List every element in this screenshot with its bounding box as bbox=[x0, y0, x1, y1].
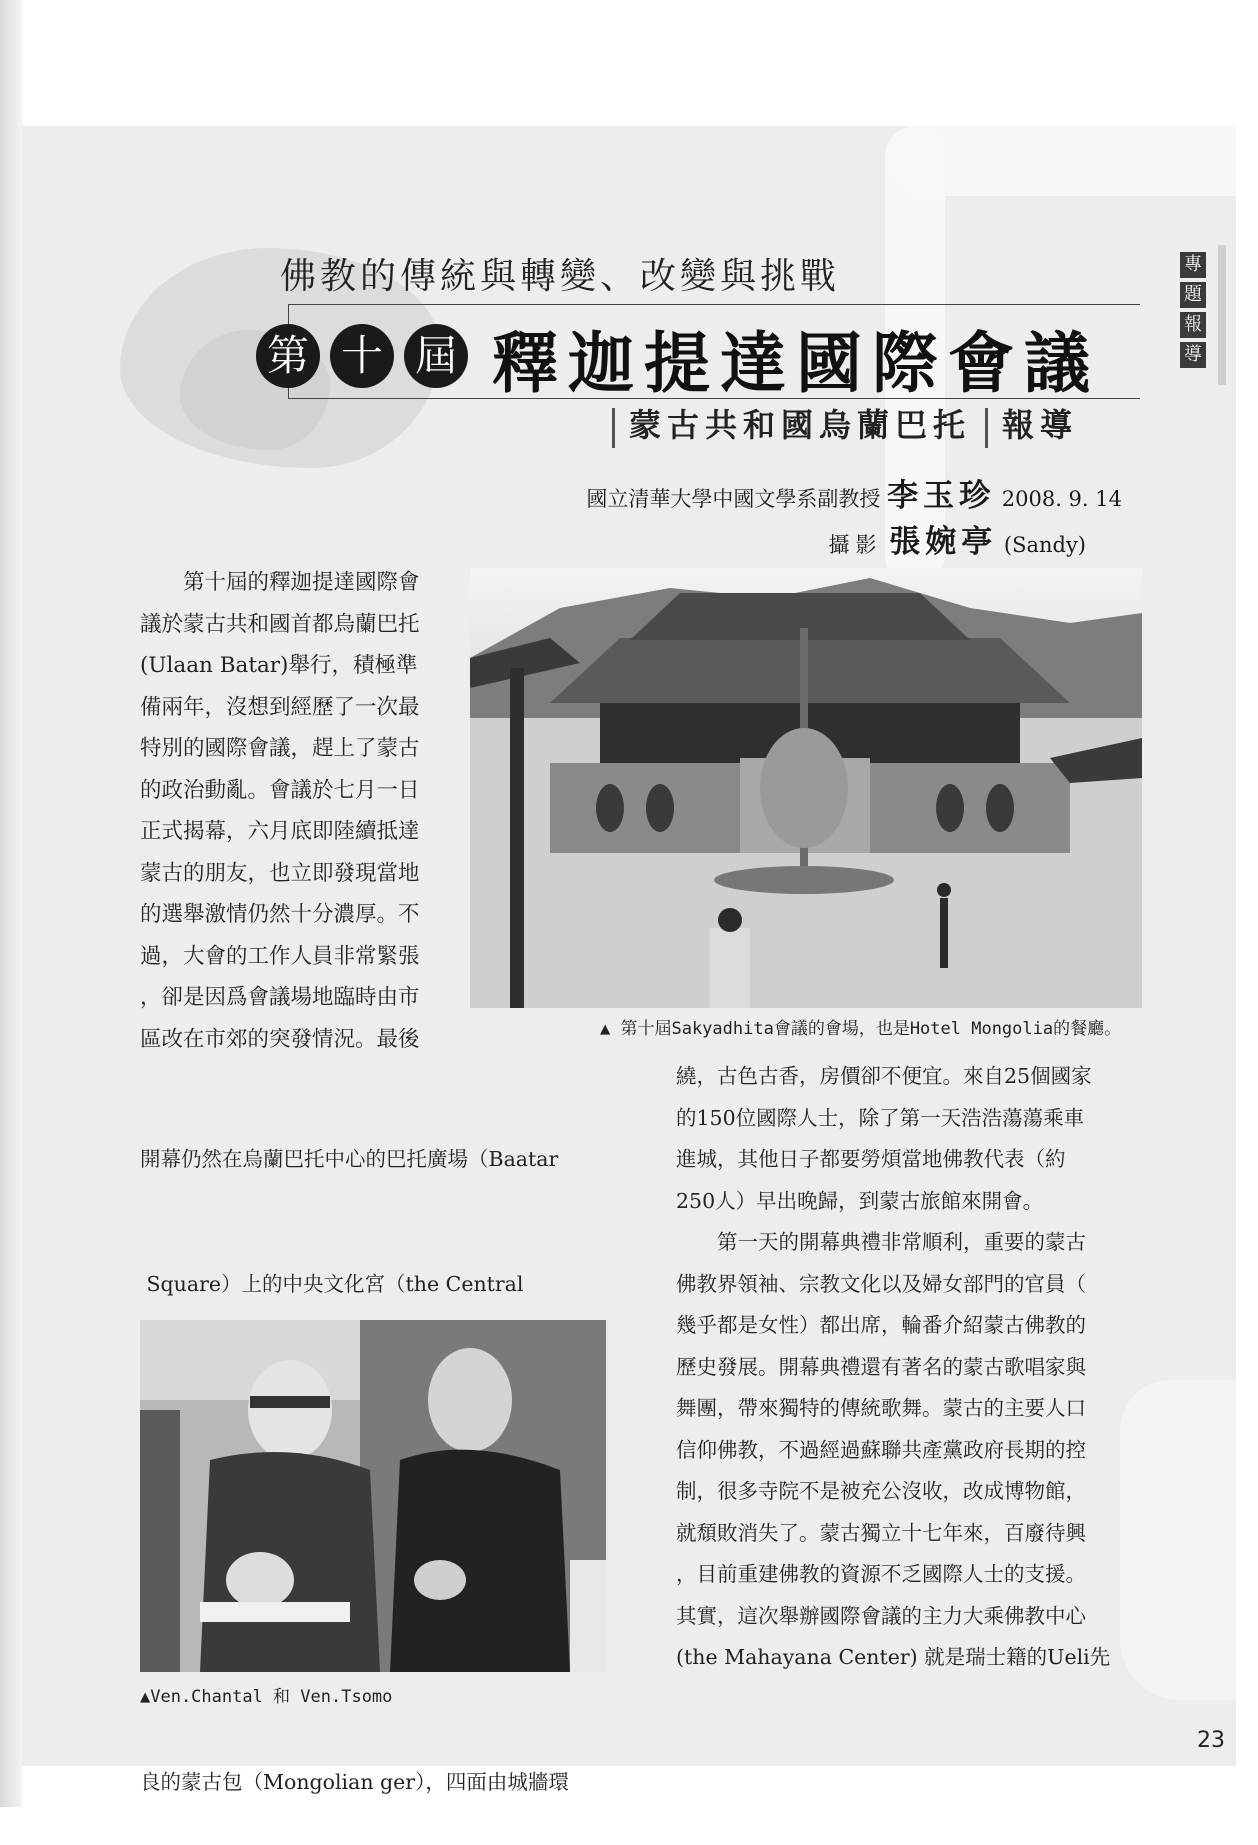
article-date: 2008. 9. 14 bbox=[1001, 487, 1122, 511]
text-line: 良的蒙古包（Mongolian ger），四面由城牆環 bbox=[140, 1769, 569, 1794]
photo1-caption: ▲ 第十屆Sakyadhita會議的會場，也是Hotel Mongolia的餐廳。 bbox=[600, 1019, 1122, 1039]
text-line: 第一天的開幕典禮非常順利，重要的蒙古 bbox=[717, 1230, 1086, 1254]
text-line: 正式揭幕，六月底即陸續抵達 bbox=[140, 819, 420, 844]
text-line: 特別的國際會議，趕上了蒙古 bbox=[140, 736, 420, 761]
text-line: 舞團，帶來獨特的傳統歌舞。蒙古的主要人口 bbox=[676, 1396, 1086, 1420]
page-number: 23 bbox=[1197, 1728, 1225, 1753]
section-tab-char: 報 bbox=[1180, 312, 1206, 338]
author-byline bbox=[586, 470, 1122, 515]
section-tab-char: 專 bbox=[1180, 252, 1206, 278]
article-column-1-top bbox=[140, 562, 460, 1060]
page-left-edge bbox=[0, 0, 22, 1807]
section-tab-char: 導 bbox=[1180, 342, 1206, 368]
text-line: ，卻是因爲會議場地臨時由市 bbox=[140, 985, 420, 1010]
photo2-caption: ▲Ven.Chantal 和 Ven.Tsomo bbox=[140, 1687, 393, 1707]
venue-illustration bbox=[470, 568, 1142, 1008]
text-line: 歷史發展。開幕典禮還有著名的蒙古歌唱家與 bbox=[676, 1354, 1086, 1379]
section-tab-char: 題 bbox=[1180, 282, 1206, 308]
edition-char-1: 第 bbox=[256, 324, 320, 388]
text-line: 250人）早出晚歸，到蒙古旅館來開會。 bbox=[676, 1188, 1044, 1213]
text-line: 的選舉激情仍然十分濃厚。不 bbox=[140, 902, 420, 927]
section-tabs bbox=[1180, 252, 1206, 372]
report-location: 蒙古共和國烏蘭巴托 bbox=[629, 406, 972, 444]
text-line: (Ulaan Batar)舉行，積極準 bbox=[140, 653, 418, 678]
article-column-2 bbox=[676, 1056, 1156, 1679]
text-line: 議於蒙古共和國首都烏蘭巴托 bbox=[140, 611, 420, 637]
text-line: 進城，其他日子都要勞煩當地佛教代表（約 bbox=[676, 1147, 1066, 1171]
text-line: 過，大會的工作人員非常緊張 bbox=[140, 943, 420, 969]
report-location-line bbox=[612, 400, 1078, 448]
text-line: 開幕仍然在烏蘭巴托中心的巴托廣場（Baatar bbox=[140, 1147, 559, 1171]
photographer-alias: (Sandy) bbox=[1003, 533, 1086, 557]
author-affiliation: 國立清華大學中國文學系副教授 bbox=[586, 487, 881, 511]
report-label: 報導 bbox=[1002, 406, 1079, 444]
side-decor-bar bbox=[1218, 245, 1226, 385]
text-line: 第十屆的釋迦提達國際會 bbox=[183, 570, 420, 595]
text-line: 制，很多寺院不是被充公沒收，改成博物館， bbox=[676, 1479, 1086, 1503]
edition-char-2: 十 bbox=[330, 324, 394, 388]
text-line: 信仰佛教，不過經過蘇聯共產黨政府長期的控 bbox=[676, 1437, 1086, 1462]
bar-divider bbox=[612, 408, 615, 448]
photo-conference-venue bbox=[470, 568, 1142, 1008]
author-name: 李玉珍 bbox=[887, 478, 996, 514]
text-line: ，目前重建佛教的資源不乏國際人士的支援。 bbox=[676, 1562, 1086, 1586]
text-line: (the Mahayana Center) 就是瑞士籍的Ueli先 bbox=[676, 1645, 1111, 1669]
article-title: 釋迦提達國際會議 bbox=[492, 324, 1100, 402]
text-line: 就頹敗消失了。蒙古獨立十七年來，百廢待興 bbox=[676, 1520, 1086, 1545]
text-line: 區改在市郊的突發情況。最後 bbox=[140, 1026, 420, 1052]
bar-divider bbox=[985, 408, 988, 448]
photo-two-nuns bbox=[140, 1320, 606, 1672]
text-line: 繞，古色古香，房價卻不便宜。來自25個國家 bbox=[676, 1064, 1092, 1088]
text-line: 其實，這次舉辦國際會議的主力大乘佛教中心 bbox=[676, 1603, 1086, 1628]
photo-label: 攝影 bbox=[828, 533, 883, 557]
nuns-illustration bbox=[140, 1320, 606, 1672]
photographer-name: 張婉亭 bbox=[889, 524, 998, 560]
text-line: 蒙古的朋友，也立即發現當地 bbox=[140, 860, 420, 886]
text-line: 幾乎都是女性）都出席，輪番介紹蒙古佛教的 bbox=[676, 1313, 1086, 1337]
text-line: 的150位國際人士，除了第一天浩浩蕩蕩乘車 bbox=[676, 1105, 1085, 1130]
text-line: 佛教界領袖、宗教文化以及婦女部門的官員（ bbox=[676, 1271, 1086, 1296]
edition-char-3: 屆 bbox=[404, 324, 468, 388]
text-line: 備兩年，沒想到經歷了一次最 bbox=[140, 694, 420, 720]
title-rule-top bbox=[288, 304, 1140, 305]
photographer-byline bbox=[829, 516, 1087, 561]
article-subtitle: 佛教的傳統與轉變、改變與挑戰 bbox=[280, 256, 841, 297]
text-line: Square）上的中央文化宮（the Central bbox=[140, 1271, 524, 1296]
brush-stroke-top bbox=[890, 126, 1236, 196]
text-line: 的政治動亂。會議於七月一日 bbox=[140, 777, 420, 803]
